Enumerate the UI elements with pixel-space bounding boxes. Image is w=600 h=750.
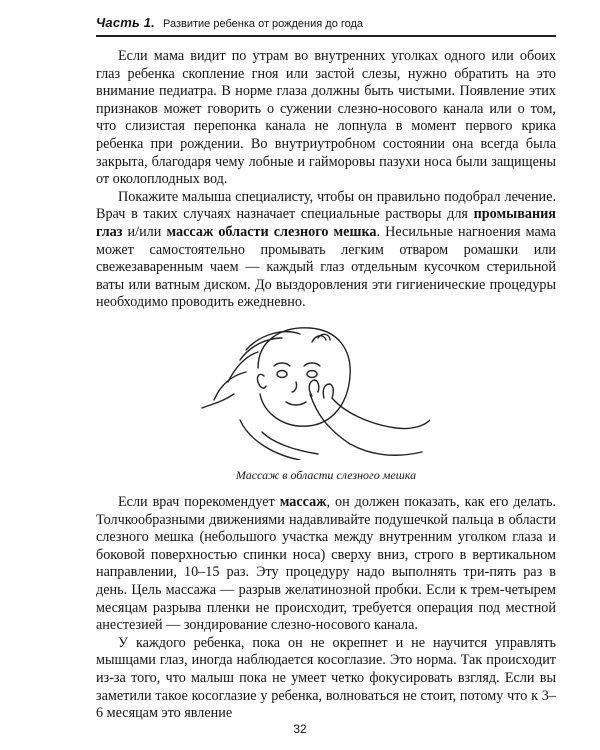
paragraph — [96, 189, 556, 312]
paragraph-text: У каждого ребенка, пока он не окрепнет и не научится управлять мышцами глаз, иногда наблюдается косоглазие. Это норма. Так происходит из-за того, что малыш пока не умеет четко фокусировать взгляд. Если вы заметили такое косоглазие у ребенка, волноваться не стоит, потому что к 3–6 месяцам это явление — [96, 634, 556, 722]
paragraph-text: и/или — [122, 223, 167, 240]
paragraph — [96, 494, 556, 635]
header-part-label: Часть 1. — [96, 15, 155, 30]
header-chapter-title: Развитие ребенка от рождения до года — [163, 18, 364, 30]
paragraph-text: Если врач порекомендует — [118, 494, 280, 510]
bold-term: промывания глаз — [96, 206, 556, 240]
figure-caption: Массаж в области слезного мешка — [235, 468, 417, 482]
page-number: 32 — [293, 722, 307, 736]
text-block-top — [96, 48, 556, 312]
paragraph — [96, 48, 556, 189]
text-block-bottom — [96, 494, 556, 723]
paragraph-text: Если мама видит по утрам во внутренних уголках одного или обоих глаз ребенка скопление гноя или застой слезы, нужно обратить на это внимание педиатра. В норме глаза должны быть чистыми. Появление этих признаков может говорить о сужении слезно-носового канала или о том, что слизистая перепонка канала не лопнула в момент первого крика ребенка при рождении. Во внутриутробном состоянии она всегда была закрыта, благодаря чему лобные и гайморовы пазухи носа были защищены от околоплодных вод. — [96, 48, 556, 188]
paragraph-text: Покажите малыша специалисту, чтобы он правильно подобрал лечение. Врач в таких случаях назначает специальные растворы для — [96, 188, 556, 223]
bold-term: массаж — [279, 494, 327, 510]
header-rule — [96, 35, 556, 37]
paragraph — [96, 635, 556, 723]
paragraph-text: , он должен показать, как его делать. Толчкообразными движениями надавливайте подушечкой пальца в области слезного мешка (небольшого участка между внутренним уголком глаза и боковой поверхностью спинки носа) сверху вниз, строго в вертикальном направлении, 10–15 раз. Эту процедуру надо выполнять три-пять раз в день. Цель массажа — разрыв желатинозной пробки. Если к трем-четырем месяцам разрыва пленки не происходит, требуется операция под местной анестезией — зондирование слезно-носового канала. — [96, 494, 557, 634]
baby-eye-massage-illustration-icon — [200, 320, 430, 460]
paragraph-text: . Несильные нагноения мама может самостоятельно промывать легким отваром ромашки или свежезаваренным чаем — каждый глаз отдельным кусочком стерильной ваты или ватным диском. До выздоровления эти гигиенические процедуры необходимо проводить ежедневно. — [96, 223, 556, 311]
running-header — [96, 14, 556, 36]
bold-term: массаж области слезного мешка — [166, 223, 377, 240]
